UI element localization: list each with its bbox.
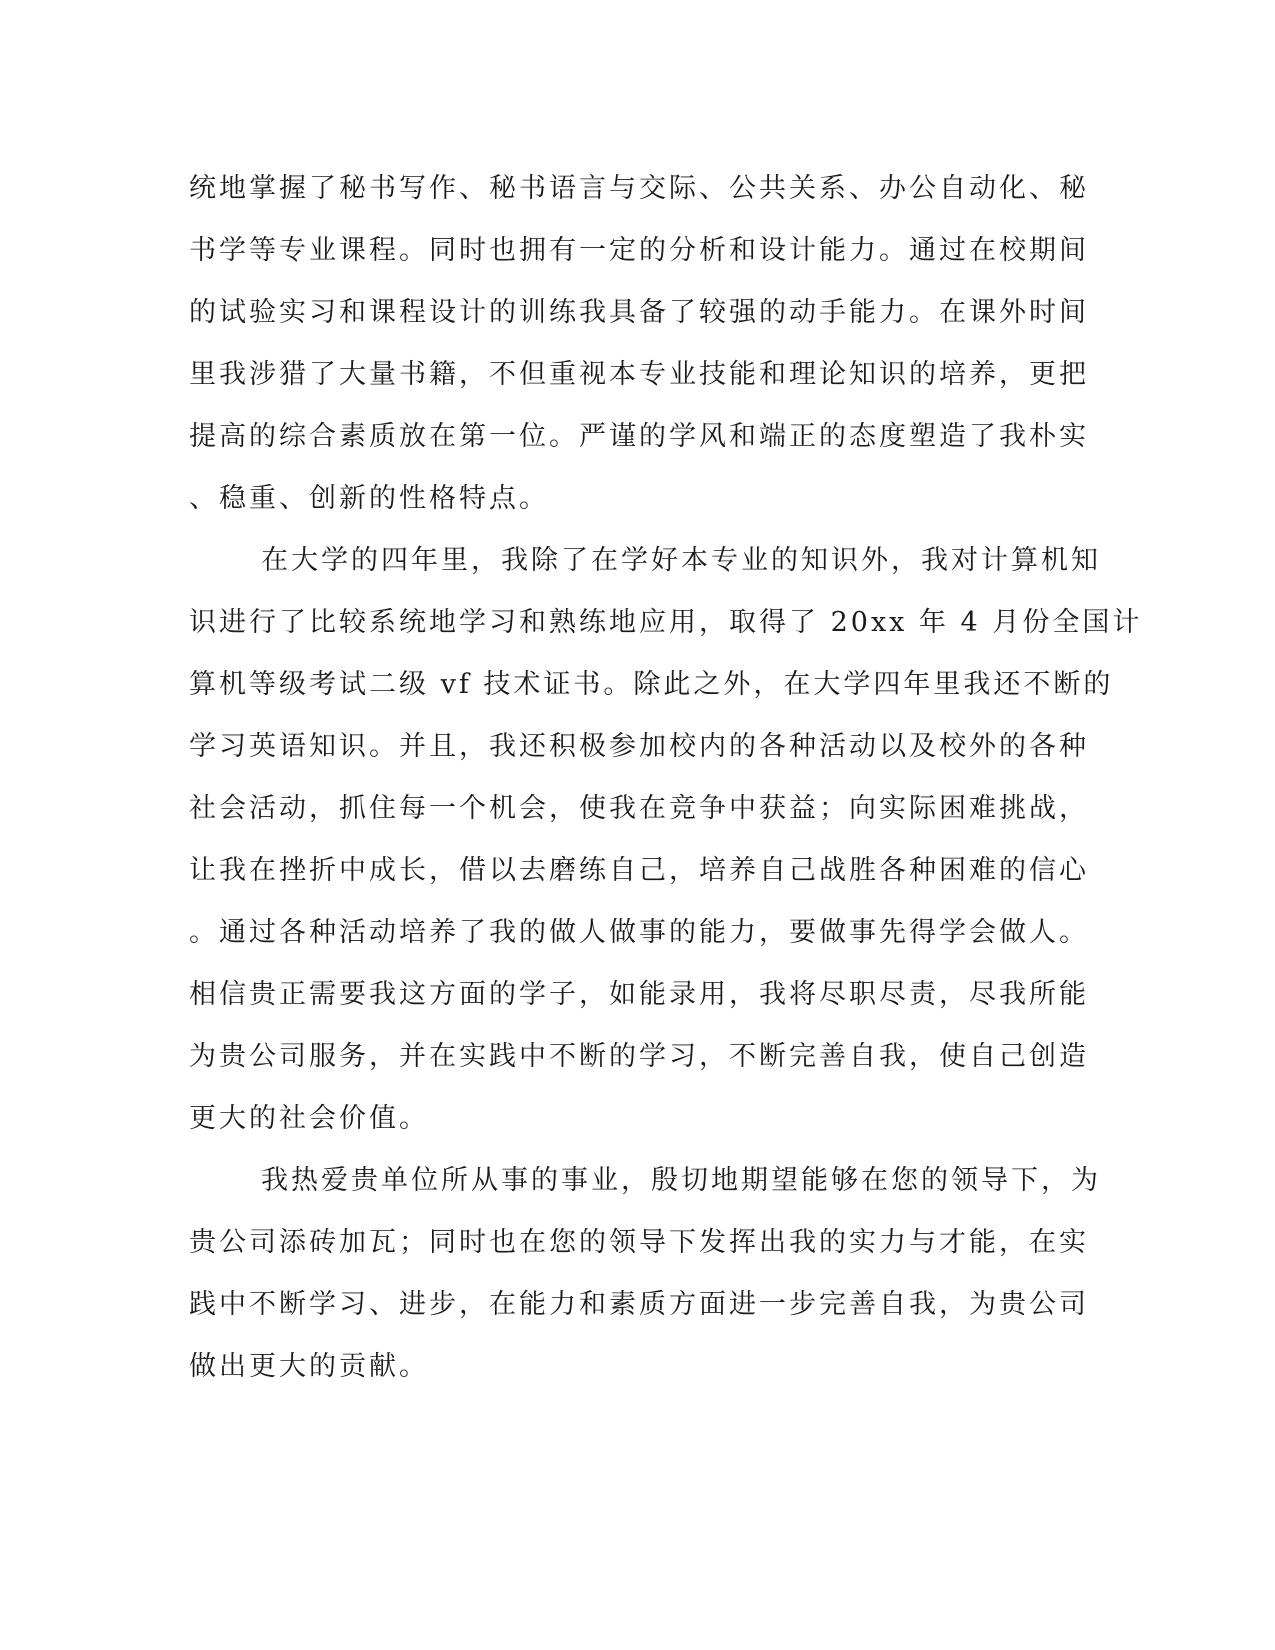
text-line: 我热爱贵单位所从事的事业，殷切地期望能够在您的领导下，为 — [261, 1165, 1101, 1196]
text-line: 贵公司添砖加瓦；同时也在您的领导下发挥出我的实力与才能，在实 — [189, 1227, 1089, 1258]
text-line: 在大学的四年里，我除了在学好本专业的知识外，我对计算机知 — [261, 545, 1101, 576]
text-line: 提高的综合素质放在第一位。严谨的学风和端正的态度塑造了我朴实 — [189, 421, 1089, 452]
text-line: 的试验实习和课程设计的训练我具备了较强的动手能力。在课外时间 — [189, 297, 1089, 328]
text-line: 里我涉猎了大量书籍，不但重视本专业技能和理论知识的培养，更把 — [189, 359, 1089, 390]
text-line: 更大的社会价值。 — [189, 1103, 429, 1134]
text-line: 学习英语知识。并且，我还积极参加校内的各种活动以及校外的各种 — [189, 731, 1089, 762]
paragraph-2 — [189, 530, 1143, 1150]
paragraph-3 — [189, 1150, 1101, 1398]
text-line: 让我在挫折中成长，借以去磨练自己，培养自己战胜各种困难的信心 — [189, 855, 1089, 886]
text-line: 书学等专业课程。同时也拥有一定的分析和设计能力。通过在校期间 — [189, 235, 1089, 266]
document-body — [189, 158, 1143, 1398]
text-line: 做出更大的贡献。 — [189, 1351, 429, 1382]
text-line: 相信贵正需要我这方面的学子，如能录用，我将尽职尽责，尽我所能 — [189, 979, 1089, 1010]
text-line: 统地掌握了秘书写作、秘书语言与交际、公共关系、办公自动化、秘 — [189, 173, 1089, 204]
text-line: 、稳重、创新的性格特点。 — [189, 483, 549, 514]
text-line: 。通过各种活动培养了我的做人做事的能力，要做事先得学会做人。 — [189, 917, 1089, 948]
text-line: 践中不断学习、进步，在能力和素质方面进一步完善自我，为贵公司 — [189, 1289, 1089, 1320]
text-line: 为贵公司服务，并在实践中不断的学习，不断完善自我，使自己创造 — [189, 1041, 1089, 1072]
text-line: 社会活动，抓住每一个机会，使我在竞争中获益；向实际困难挑战， — [189, 793, 1089, 824]
text-line: 算机等级考试二级 vf 技术证书。除此之外，在大学四年里我还不断的 — [189, 669, 1114, 700]
text-line: 识进行了比较系统地学习和熟练地应用，取得了 20xx 年 4 月份全国计 — [189, 607, 1143, 638]
paragraph-1 — [189, 158, 1089, 530]
